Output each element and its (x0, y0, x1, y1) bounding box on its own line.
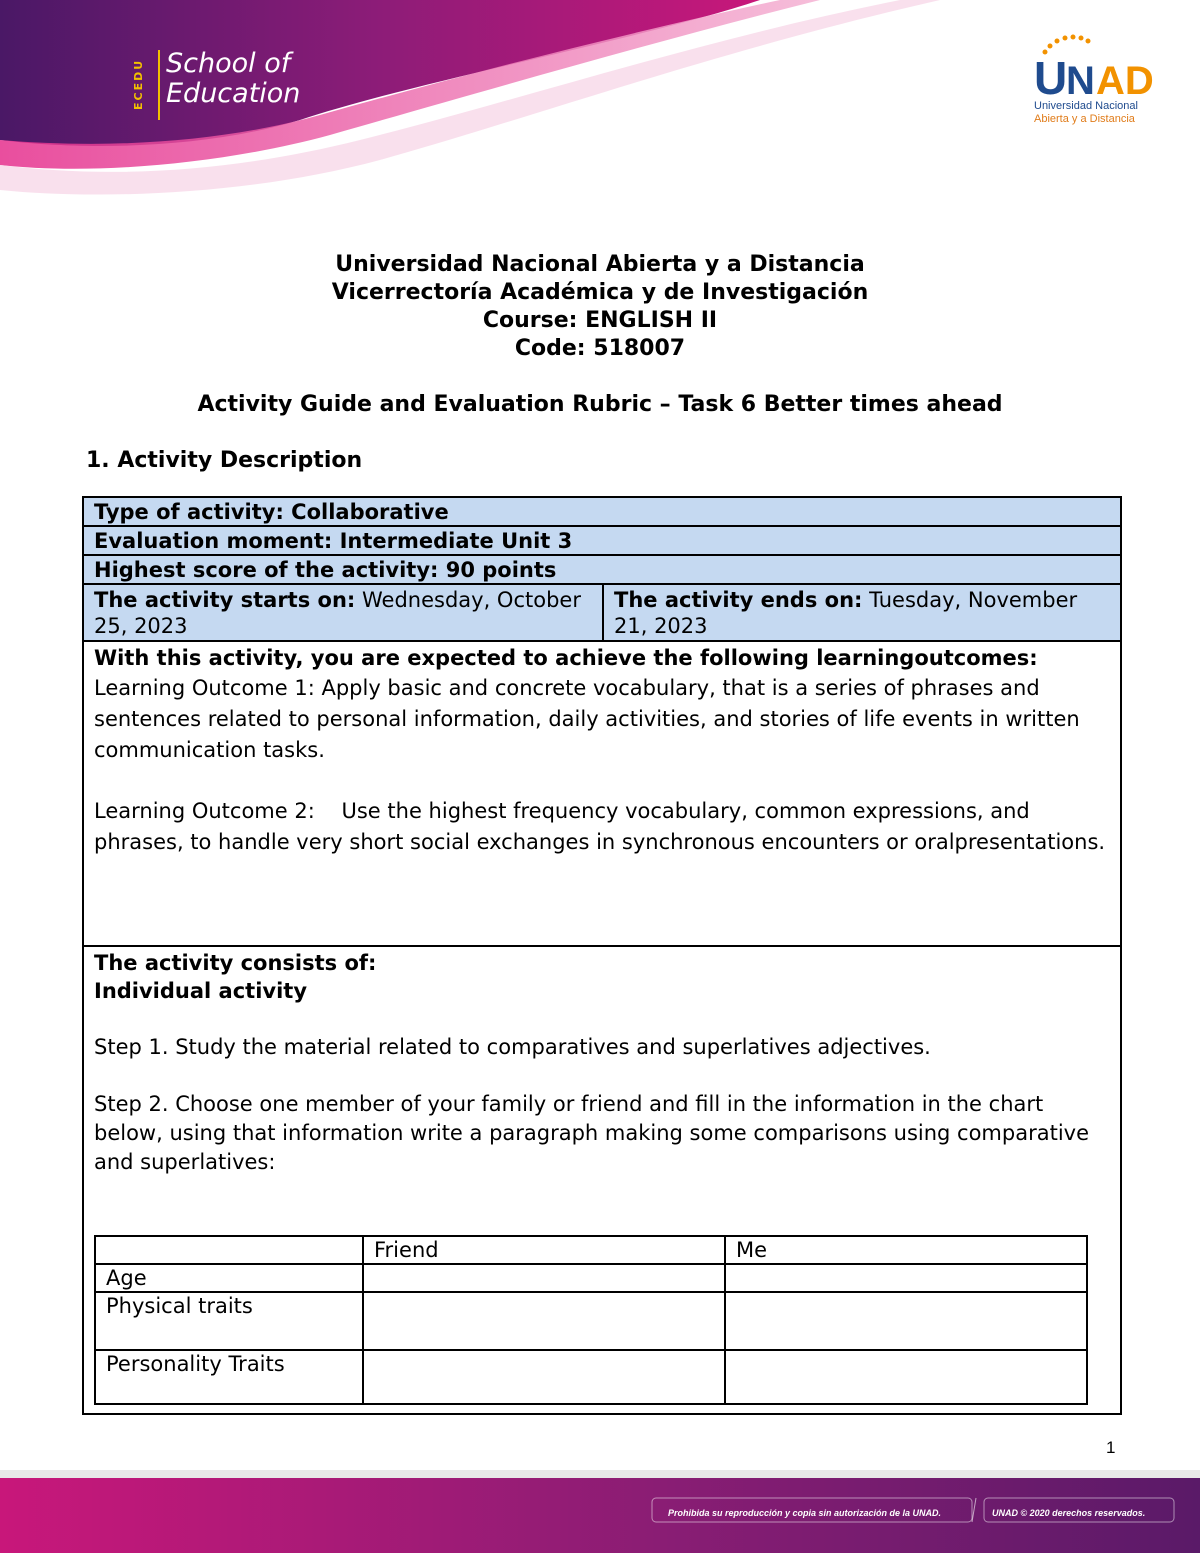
start-date-label: The activity starts on: (94, 588, 356, 612)
end-date-label: The activity ends on: (614, 588, 863, 612)
start-date-cell (84, 585, 604, 640)
vicerrectoria: Vicerrectoría Académica y de Investigación (331, 280, 869, 305)
unad-subtitle-1: Universidad Nacional (1034, 100, 1138, 112)
highest-score: Highest score of the activity: 90 points (84, 556, 1120, 585)
type-of-activity: Type of activity: Collaborative (84, 498, 1120, 527)
row-label-age: Age (95, 1264, 363, 1292)
chart-header-friend: Friend (363, 1236, 725, 1264)
physical-friend-cell[interactable] (363, 1292, 725, 1350)
end-date-cell (604, 585, 1120, 640)
activity-consists-cell (84, 947, 1120, 1413)
learning-outcome-1: Learning Outcome 1: Apply basic and concrete vocabulary, that is a series of phrases and sentences related to personal information, daily activities, and stories of life events in written communication tasks. (94, 676, 1080, 762)
ecedu-label: ECEDU (132, 58, 145, 110)
start-date-value: Wednesday, October 25, 2023 (94, 588, 581, 638)
row-label-personality-traits: Personality Traits (95, 1350, 363, 1404)
university-name: Universidad Nacional Abierta y a Distancia (335, 252, 865, 277)
table-row (95, 1264, 1087, 1292)
table-row (95, 1350, 1087, 1404)
learning-outcomes-cell (84, 642, 1120, 947)
dates-row (84, 585, 1120, 642)
personality-friend-cell[interactable] (363, 1350, 725, 1404)
unad-u: U (1034, 52, 1068, 104)
page-number: 1 (1106, 1438, 1116, 1457)
school-of-education-logo (166, 49, 300, 109)
comparison-chart (94, 1235, 1088, 1405)
unad-subtitle-2: Abierta y a Distancia (1034, 113, 1135, 125)
svg-text:N: N (1066, 59, 1095, 103)
consists-heading: The activity consists of: (94, 951, 377, 975)
document-title: Activity Guide and Evaluation Rubric – Task 6 Better times ahead (197, 392, 1003, 417)
document-header (0, 250, 1200, 362)
age-friend-cell[interactable] (363, 1264, 725, 1292)
row-label-physical-traits: Physical traits (95, 1292, 363, 1350)
age-me-cell[interactable] (725, 1264, 1087, 1292)
school-line2: Education (166, 78, 301, 109)
step-1: Step 1. Study the material related to comparatives and superlatives adjectives. (94, 1035, 931, 1059)
chart-header-row (95, 1236, 1087, 1264)
outcomes-heading: With this activity, you are expected to achieve the following learningoutcomes: (94, 646, 1038, 670)
svg-text:AD: AD (1096, 59, 1154, 103)
course-name: Course: ENGLISH II (482, 308, 718, 333)
footer-notice: Prohibida su reproducción y copia sin autorización de la UNAD. (668, 1508, 942, 1518)
chart-header-me: Me (725, 1236, 1087, 1264)
activity-description-table (82, 496, 1122, 1415)
chart-header-empty (95, 1236, 363, 1264)
end-date-value: Tuesday, November 21, 2023 (614, 588, 1078, 638)
footer-copyright: UNAD © 2020 derechos reservados. (992, 1508, 1146, 1518)
section-title: 1. Activity Description (86, 448, 363, 473)
learning-outcome-2: Learning Outcome 2: Use the highest frequency vocabulary, common expressions, and phrases, to handle very short social exchanges in synchronous encounters or oralpresentations. (94, 799, 1106, 854)
course-code: Code: 518007 (514, 336, 686, 361)
logo-divider (158, 50, 160, 120)
school-line1: School of (166, 48, 291, 79)
table-row (95, 1292, 1087, 1350)
step-2: Step 2. Choose one member of your family or friend and fill in the information in the chart below, using that information write a paragraph making some comparisons using comparative and superlatives: (94, 1092, 1089, 1174)
personality-me-cell[interactable] (725, 1350, 1087, 1404)
individual-activity-heading: Individual activity (94, 979, 308, 1003)
evaluation-moment: Evaluation moment: Intermediate Unit 3 (84, 527, 1120, 556)
physical-me-cell[interactable] (725, 1292, 1087, 1350)
